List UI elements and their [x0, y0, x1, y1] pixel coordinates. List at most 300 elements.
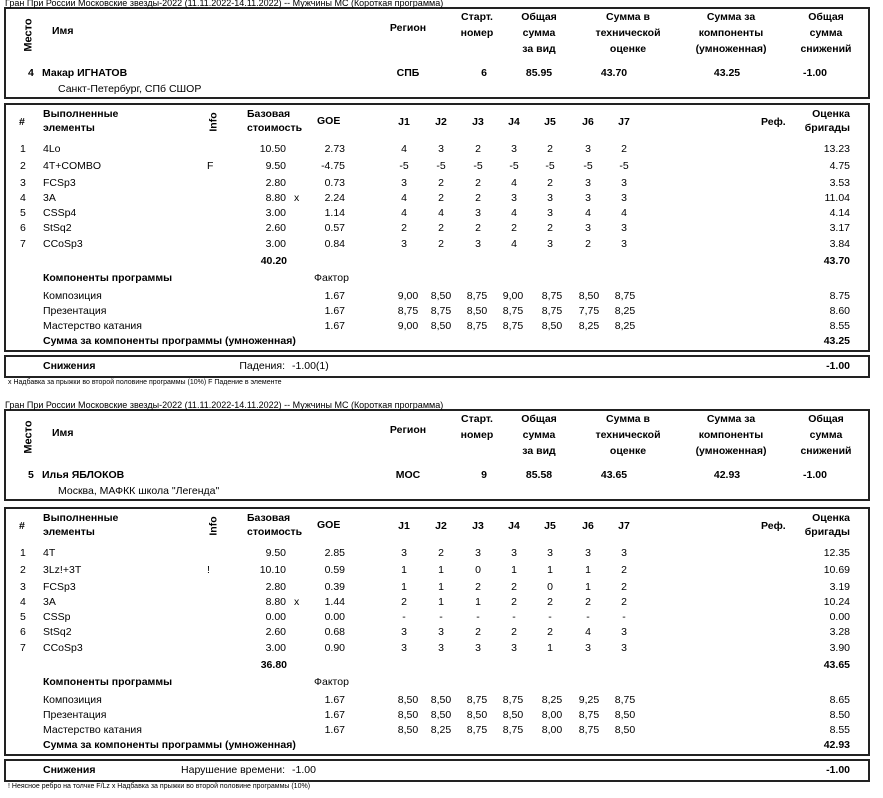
element-judge-score: 1	[585, 564, 591, 576]
element-judge-score: 3	[585, 192, 591, 204]
component-judge-score: 8,50	[578, 290, 600, 302]
element-score: 4.14	[829, 207, 850, 219]
skater-pcs: 42.93	[713, 469, 741, 481]
element-base-value: 2.60	[265, 222, 286, 234]
element-score: 0.00	[829, 611, 850, 623]
col-judge: J6	[582, 520, 594, 532]
element-judge-score: 4	[401, 192, 407, 204]
component-judge-score: 8,50	[466, 305, 488, 317]
header-total: за вид	[522, 43, 556, 55]
element-judge-score: 0	[475, 564, 481, 576]
element-goe: 0.68	[324, 626, 345, 638]
deduction-type: Нарушение времени:	[181, 764, 285, 776]
element-score: 11.04	[824, 192, 850, 204]
col-elements: Выполненные	[43, 512, 119, 524]
col-ref: Реф.	[761, 520, 786, 532]
element-number: 6	[20, 626, 26, 638]
tes-total: 43.70	[823, 255, 850, 267]
element-judge-score: -5	[509, 160, 519, 172]
element-code: FCSp3	[43, 177, 76, 189]
element-goe: 2.85	[324, 547, 345, 559]
element-score: 10.24	[823, 596, 850, 608]
component-judge-score: 8,25	[578, 320, 600, 332]
element-judge-score: 2	[621, 143, 627, 155]
element-judge-score: 3	[438, 626, 444, 638]
header-pcs: компоненты	[698, 429, 764, 441]
component-name: Мастерство катания	[43, 320, 142, 332]
element-goe: 0.00	[324, 611, 345, 623]
component-score: 8.55	[829, 320, 850, 332]
element-judge-score: 2	[621, 581, 627, 593]
element-judge-score: 1	[438, 581, 444, 593]
element-base-value: 2.60	[265, 626, 286, 638]
header-pcs: (умноженная)	[695, 445, 767, 457]
col-goe: GOE	[317, 519, 341, 531]
deduction-value: -1.00	[292, 764, 316, 776]
element-goe: 0.84	[324, 238, 345, 250]
element-score: 4.75	[829, 160, 850, 172]
element-score: 3.28	[829, 626, 850, 638]
element-judge-score: 2	[585, 596, 591, 608]
component-judge-score: 8,50	[466, 709, 488, 721]
skater-tes: 43.65	[600, 469, 628, 481]
element-judge-score: 3	[585, 547, 591, 559]
element-judge-score: 2	[475, 192, 481, 204]
components-heading: Компоненты программы	[43, 272, 173, 284]
base-total: 36.80	[260, 659, 287, 671]
element-code: CSSp4	[43, 207, 77, 219]
col-judge: J5	[544, 116, 556, 128]
component-judge-score: 8,50	[614, 709, 636, 721]
element-number: 5	[20, 611, 26, 623]
element-judge-score: 3	[511, 547, 517, 559]
element-judge-score: 4	[438, 207, 444, 219]
element-goe: 1.14	[324, 207, 345, 219]
component-score: 8.75	[829, 290, 850, 302]
element-number: 2	[20, 564, 26, 576]
component-judge-score: 9,25	[578, 694, 600, 706]
element-goe: 2.24	[324, 192, 345, 204]
element-number: 7	[20, 642, 26, 654]
header-total: сумма	[522, 429, 556, 441]
header-start-no: Старт.	[461, 11, 493, 23]
pcs-total: 43.25	[823, 335, 850, 347]
element-judge-score: 2	[547, 143, 553, 155]
element-code: 3A	[43, 596, 56, 608]
skater-name: Макар ИГНАТОВ	[42, 67, 128, 79]
element-judge-score: 2	[475, 222, 481, 234]
component-score: 8.55	[829, 724, 850, 736]
element-judge-score: 2	[511, 581, 517, 593]
element-goe: -4.75	[321, 160, 345, 172]
header-region: Регион	[389, 22, 427, 34]
component-judge-score: 8,00	[541, 709, 563, 721]
col-judge: J4	[508, 520, 520, 532]
element-judge-score: 2	[475, 581, 481, 593]
component-judge-score: 8,25	[614, 305, 636, 317]
col-panel: бригады	[804, 526, 850, 538]
component-judge-score: 8,75	[614, 694, 636, 706]
element-code: StSq2	[43, 626, 72, 638]
element-judge-score: 3	[511, 642, 517, 654]
element-base-value: 9.50	[265, 160, 286, 172]
element-judge-score: 4	[621, 207, 627, 219]
element-number: 3	[20, 581, 26, 593]
components-heading: Компоненты программы	[43, 676, 173, 688]
element-judge-score: 2	[547, 626, 553, 638]
element-judge-score: 3	[547, 192, 553, 204]
factor-heading: Фактор	[314, 272, 349, 284]
component-judge-score: 8,50	[502, 709, 524, 721]
component-judge-score: 8,75	[466, 290, 488, 302]
skater-total: 85.95	[525, 67, 553, 79]
header-name: Имя	[52, 427, 74, 439]
element-judge-score: -	[402, 611, 406, 623]
component-judge-score: 8,75	[502, 694, 524, 706]
col-elements: элементы	[43, 526, 95, 538]
component-score: 8.60	[829, 305, 850, 317]
element-judge-score: 3	[585, 222, 591, 234]
footnote: x Надбавка за прыжки во второй половине программы (10%) F Падение в элементе	[8, 379, 282, 386]
header-place: Место	[22, 18, 35, 52]
col-judge: J1	[398, 116, 410, 128]
element-judge-score: 3	[401, 626, 407, 638]
component-judge-score: 9,00	[397, 290, 419, 302]
element-judge-score: 2	[585, 238, 591, 250]
element-judge-score: 3	[547, 238, 553, 250]
element-judge-score: 2	[438, 222, 444, 234]
component-judge-score: 8,50	[541, 320, 563, 332]
component-factor: 1.67	[324, 694, 345, 706]
element-goe: 0.90	[324, 642, 345, 654]
col-panel: Оценка	[812, 512, 850, 524]
header-total: за вид	[522, 445, 556, 457]
element-judge-score: 4	[511, 238, 517, 250]
element-code: 4T	[43, 547, 56, 559]
element-judge-score: 3	[475, 642, 481, 654]
element-judge-score: 2	[401, 596, 407, 608]
component-judge-score: 8,50	[430, 709, 452, 721]
element-judge-score: 3	[621, 626, 627, 638]
deductions-box	[4, 355, 870, 378]
header-total: сумма	[522, 27, 556, 39]
element-judge-score: 2	[438, 547, 444, 559]
col-info: Info	[207, 112, 220, 132]
element-judge-score: 3	[585, 177, 591, 189]
col-base: стоимость	[247, 122, 303, 134]
skater-club: Москва, МАФКК школа "Легенда"	[58, 485, 220, 497]
header-tes: оценке	[609, 445, 647, 457]
col-num: #	[19, 520, 25, 532]
tes-total: 43.65	[823, 659, 850, 671]
col-judge: J4	[508, 116, 520, 128]
element-code: 4T+COMBO	[43, 160, 102, 172]
component-judge-score: 9,00	[397, 320, 419, 332]
component-factor: 1.67	[324, 305, 345, 317]
header-pcs: Сумма за	[706, 11, 756, 23]
component-judge-score: 8,75	[502, 305, 524, 317]
component-score: 8.65	[829, 694, 850, 706]
element-judge-score: 4	[585, 207, 591, 219]
skater-total: 85.58	[525, 469, 553, 481]
element-judge-score: -	[586, 611, 590, 623]
component-factor: 1.67	[324, 320, 345, 332]
col-base: стоимость	[247, 526, 303, 538]
component-judge-score: 8,50	[430, 320, 452, 332]
element-goe: 0.39	[324, 581, 345, 593]
col-judge: J3	[472, 116, 484, 128]
component-judge-score: 8,75	[502, 724, 524, 736]
element-judge-score: 3	[621, 177, 627, 189]
element-judge-score: -5	[473, 160, 483, 172]
element-base-value: 10.50	[259, 143, 286, 155]
header-deductions: Общая	[808, 11, 844, 23]
element-judge-score: 3	[511, 192, 517, 204]
element-judge-score: 4	[511, 177, 517, 189]
col-judge: J6	[582, 116, 594, 128]
element-judge-score: 2	[438, 177, 444, 189]
col-judge: J7	[618, 520, 630, 532]
header-start-no: Старт.	[461, 413, 493, 425]
element-number: 5	[20, 207, 26, 219]
element-number: 6	[20, 222, 26, 234]
component-judge-score: 8,25	[430, 724, 452, 736]
component-judge-score: 8,25	[614, 320, 636, 332]
element-code: CSSp	[43, 611, 71, 623]
skater-club: Санкт-Петербург, СПб СШОР	[58, 83, 202, 95]
element-judge-score: 2	[511, 596, 517, 608]
col-judge: J1	[398, 520, 410, 532]
skater-place: 5	[28, 469, 34, 481]
element-judge-score: 2	[438, 238, 444, 250]
element-judge-score: 2	[475, 626, 481, 638]
skater-start-no: 9	[481, 469, 487, 481]
col-panel: бригады	[804, 122, 850, 134]
col-judge: J7	[618, 116, 630, 128]
element-judge-score: 3	[438, 143, 444, 155]
element-judge-score: 4	[401, 143, 407, 155]
component-judge-score: 8,50	[397, 694, 419, 706]
component-judge-score: 8,75	[578, 724, 600, 736]
element-score: 13.23	[823, 143, 850, 155]
element-judge-score: 4	[401, 207, 407, 219]
element-judge-score: 2	[475, 177, 481, 189]
element-judge-score: 3	[401, 642, 407, 654]
element-score: 12.35	[823, 547, 850, 559]
element-judge-score: 3	[621, 238, 627, 250]
element-code: 3Lz!+3T	[43, 564, 82, 576]
element-judge-score: 4	[585, 626, 591, 638]
col-judge: J2	[435, 116, 447, 128]
element-judge-score: 1	[547, 564, 553, 576]
header-pcs: Сумма за	[706, 413, 756, 425]
col-base: Базовая	[247, 108, 291, 120]
element-judge-score: 2	[511, 222, 517, 234]
component-judge-score: 8,75	[430, 305, 452, 317]
element-judge-score: 1	[438, 596, 444, 608]
pcs-sum-label: Сумма за компоненты программы (умноженная)	[43, 335, 296, 347]
element-judge-score: 3	[438, 642, 444, 654]
element-judge-score: 1	[401, 564, 407, 576]
element-judge-score: 3	[585, 143, 591, 155]
element-judge-score: 3	[547, 547, 553, 559]
base-total: 40.20	[260, 255, 287, 267]
element-judge-score: 3	[585, 642, 591, 654]
component-name: Композиция	[43, 694, 102, 706]
col-panel: Оценка	[812, 108, 850, 120]
element-score: 3.17	[829, 222, 850, 234]
component-judge-score: 8,75	[397, 305, 419, 317]
element-base-value: 10.10	[259, 564, 286, 576]
component-judge-score: 8,50	[430, 290, 452, 302]
element-judge-score: 0	[547, 581, 553, 593]
header-start-no: номер	[460, 27, 494, 39]
element-judge-score: 1	[547, 642, 553, 654]
element-judge-score: 3	[475, 238, 481, 250]
element-judge-score: 2	[511, 626, 517, 638]
footnote: ! Неясное ребро на толчке F/Lz x Надбавка за прыжки во второй половине программы (10%)	[8, 783, 311, 790]
deductions-box	[4, 759, 870, 782]
component-judge-score: 7,75	[578, 305, 600, 317]
element-judge-score: 1	[585, 581, 591, 593]
header-tes: Сумма в	[606, 11, 650, 23]
element-judge-score: 3	[511, 143, 517, 155]
col-elements: элементы	[43, 122, 95, 134]
element-info: F	[207, 160, 214, 172]
deductions-label: Снижения	[43, 360, 96, 372]
header-name: Имя	[52, 25, 74, 37]
skater-pcs: 43.25	[713, 67, 741, 79]
component-factor: 1.67	[324, 290, 345, 302]
element-goe: 0.73	[324, 177, 345, 189]
component-judge-score: 8,50	[614, 724, 636, 736]
element-judge-score: 1	[475, 596, 481, 608]
element-judge-score: 2	[475, 143, 481, 155]
element-code: 3A	[43, 192, 56, 204]
element-judge-score: 1	[511, 564, 517, 576]
component-judge-score: 8,75	[466, 694, 488, 706]
element-code: CCoSp3	[43, 238, 83, 250]
component-judge-score: 8,75	[466, 724, 488, 736]
element-judge-score: 1	[438, 564, 444, 576]
element-score: 3.19	[829, 581, 850, 593]
element-judge-score: 3	[621, 547, 627, 559]
deductions-label: Снижения	[43, 764, 96, 776]
element-judge-score: 3	[621, 222, 627, 234]
factor-heading: Фактор	[314, 676, 349, 688]
element-judge-score: 3	[475, 207, 481, 219]
header-region: Регион	[389, 424, 427, 436]
element-goe: 0.57	[324, 222, 345, 234]
deduction-type: Падения:	[239, 360, 285, 372]
skater-tes: 43.70	[600, 67, 628, 79]
pcs-total: 42.93	[823, 739, 850, 751]
element-judge-score: 2	[547, 596, 553, 608]
element-judge-score: 2	[547, 177, 553, 189]
col-info: Info	[207, 516, 220, 536]
element-code: 4Lo	[43, 143, 61, 155]
element-judge-score: 4	[511, 207, 517, 219]
element-base-value: 3.00	[265, 238, 286, 250]
component-judge-score: 8,75	[541, 290, 563, 302]
element-goe: 0.59	[324, 564, 345, 576]
header-deductions: снижений	[800, 43, 852, 55]
header-start-no: номер	[460, 429, 494, 441]
element-judge-score: -5	[436, 160, 446, 172]
element-base-value: 2.80	[265, 177, 286, 189]
component-factor: 1.67	[324, 709, 345, 721]
skater-start-no: 6	[481, 67, 487, 79]
skater-region: МОС	[395, 469, 421, 481]
element-base-value: 8.80	[265, 192, 286, 204]
header-place: Место	[22, 420, 35, 454]
element-goe: 1.44	[324, 596, 345, 608]
element-base-value: 8.80	[265, 596, 286, 608]
element-judge-score: 3	[547, 207, 553, 219]
component-judge-score: 8,50	[397, 724, 419, 736]
skater-deductions: -1.00	[803, 469, 827, 481]
element-number: 1	[20, 143, 26, 155]
element-judge-score: 3	[401, 177, 407, 189]
header-pcs: компоненты	[698, 27, 764, 39]
component-judge-score: 8,50	[397, 709, 419, 721]
component-judge-score: 8,75	[466, 320, 488, 332]
component-judge-score: 8,25	[541, 694, 563, 706]
element-judge-score: -	[476, 611, 480, 623]
element-judge-score: 3	[401, 547, 407, 559]
component-score: 8.50	[829, 709, 850, 721]
element-bonus-mark: x	[294, 596, 300, 608]
element-judge-score: -5	[399, 160, 409, 172]
element-judge-score: -5	[545, 160, 555, 172]
component-judge-score: 9,00	[502, 290, 524, 302]
element-judge-score: -	[439, 611, 443, 623]
deduction-total: -1.00	[826, 360, 850, 372]
element-goe: 2.73	[324, 143, 345, 155]
header-tes: технической	[595, 429, 661, 441]
element-judge-score: -	[548, 611, 552, 623]
component-judge-score: 8,50	[430, 694, 452, 706]
element-code: FCSp3	[43, 581, 76, 593]
component-judge-score: 8,75	[541, 305, 563, 317]
element-number: 3	[20, 177, 26, 189]
element-score: 3.90	[829, 642, 850, 654]
col-num: #	[19, 116, 25, 128]
element-judge-score: -5	[619, 160, 629, 172]
skater-region: СПБ	[396, 67, 420, 79]
element-judge-score: -	[622, 611, 626, 623]
component-judge-score: 8,75	[502, 320, 524, 332]
element-judge-score: 2	[547, 222, 553, 234]
header-total: Общая	[521, 11, 557, 23]
element-judge-score: 3	[475, 547, 481, 559]
col-goe: GOE	[317, 115, 341, 127]
component-factor: 1.67	[324, 724, 345, 736]
element-number: 2	[20, 160, 26, 172]
component-judge-score: 8,75	[578, 709, 600, 721]
col-judge: J2	[435, 520, 447, 532]
header-total: Общая	[521, 413, 557, 425]
element-judge-score: 2	[621, 596, 627, 608]
header-deductions: снижений	[800, 445, 852, 457]
element-code: CCoSp3	[43, 642, 83, 654]
element-base-value: 3.00	[265, 642, 286, 654]
element-score: 10.69	[823, 564, 850, 576]
component-name: Мастерство катания	[43, 724, 142, 736]
element-info: !	[207, 564, 210, 576]
element-judge-score: 3	[621, 642, 627, 654]
col-base: Базовая	[247, 512, 291, 524]
